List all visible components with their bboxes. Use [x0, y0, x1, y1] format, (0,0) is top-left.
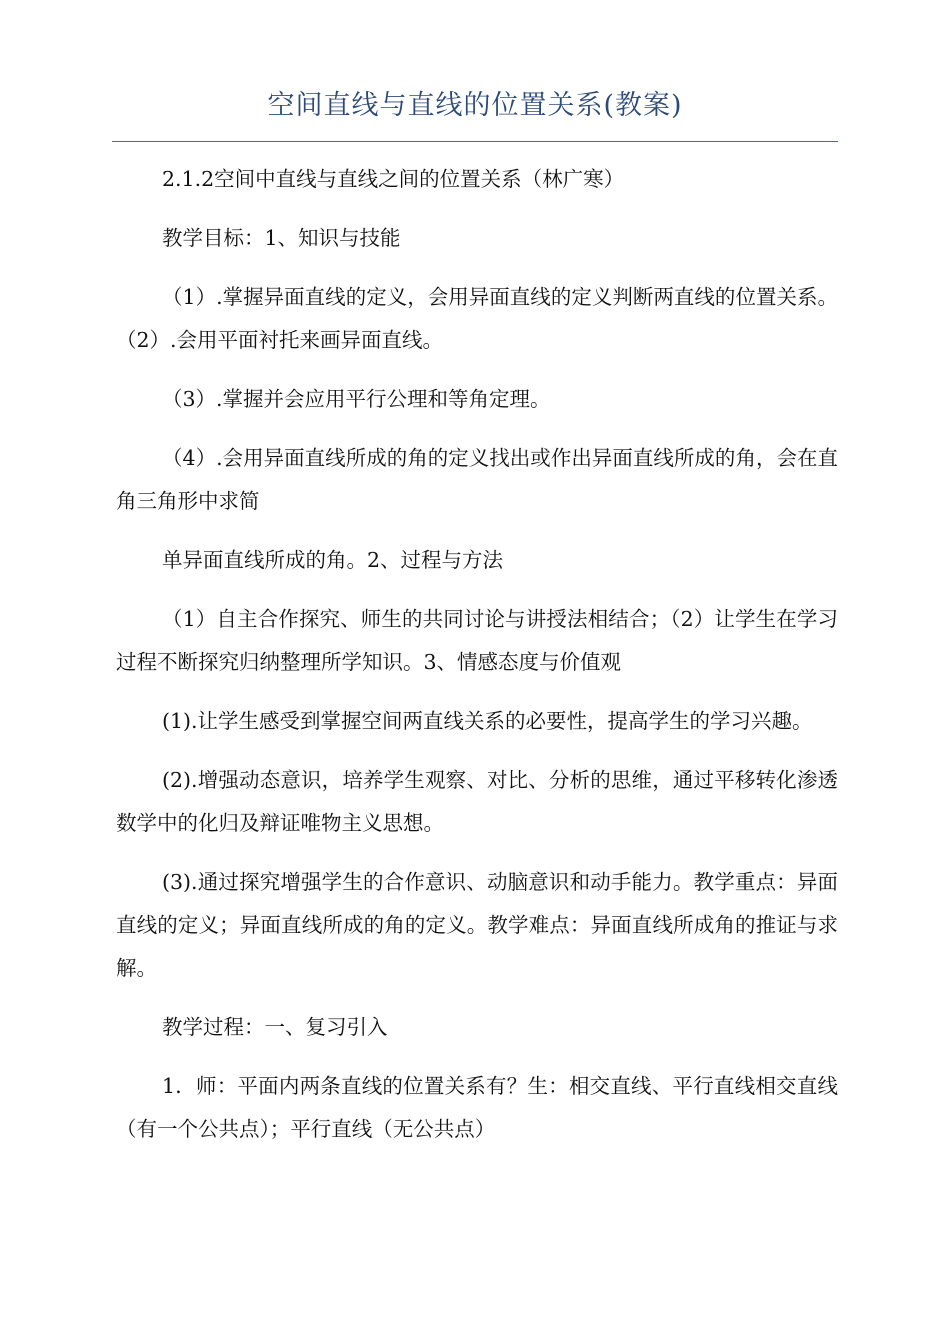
paragraph-review-question: 1．师：平面内两条直线的位置关系有？生：相交直线、平行直线相交直线（有一个公共点）；平行直线（无公共点）	[116, 1074, 838, 1141]
title-divider	[112, 141, 838, 142]
paragraph-cooperative-learning: （1）自主合作探究、师生的共同讨论与讲授法相结合；（2）让学生在学习过程不断探究归纳整理所学知识。3、情感态度与价值观	[116, 607, 838, 674]
paragraph-objective-4: （4）.会用异面直线所成的角的定义找出或作出异面直线所成的角，会在直角三角形中求简	[116, 446, 838, 513]
paragraph-objectives: 教学目标：1、知识与技能	[162, 226, 401, 250]
paragraph-teaching-process: 教学过程：一、复习引入	[162, 1015, 388, 1039]
document-title: 空间直线与直线的位置关系(教案)	[267, 90, 683, 121]
paragraph-process-methods: 单异面直线所成的角。2、过程与方法	[162, 548, 504, 572]
paragraph-attitude-1: (1).让学生感受到掌握空间两直线关系的必要性，提高学生的学习兴趣。	[162, 709, 813, 733]
paragraph-objective-1: （1）.掌握异面直线的定义，会用异面直线的定义判断两直线的位置关系。（2）.会用平面衬托来画异面直线。	[116, 285, 838, 352]
paragraph-objective-3: （3）.掌握并会应用平行公理和等角定理。	[162, 387, 551, 411]
paragraph-section-heading: 2.1.2空间中直线与直线之间的位置关系（林广寒）	[162, 167, 625, 191]
paragraph-attitude-3: (3).通过探究增强学生的合作意识、动脑意识和动手能力。教学重点：异面直线的定义；异面直线所成的角的定义。教学难点：异面直线所成角的推证与求解。	[116, 870, 838, 980]
document-body	[116, 158, 838, 1167]
paragraph-attitude-2: (2).增强动态意识，培养学生观察、对比、分析的思维，通过平移转化渗透数学中的化归及辩证唯物主义思想。	[116, 768, 838, 835]
